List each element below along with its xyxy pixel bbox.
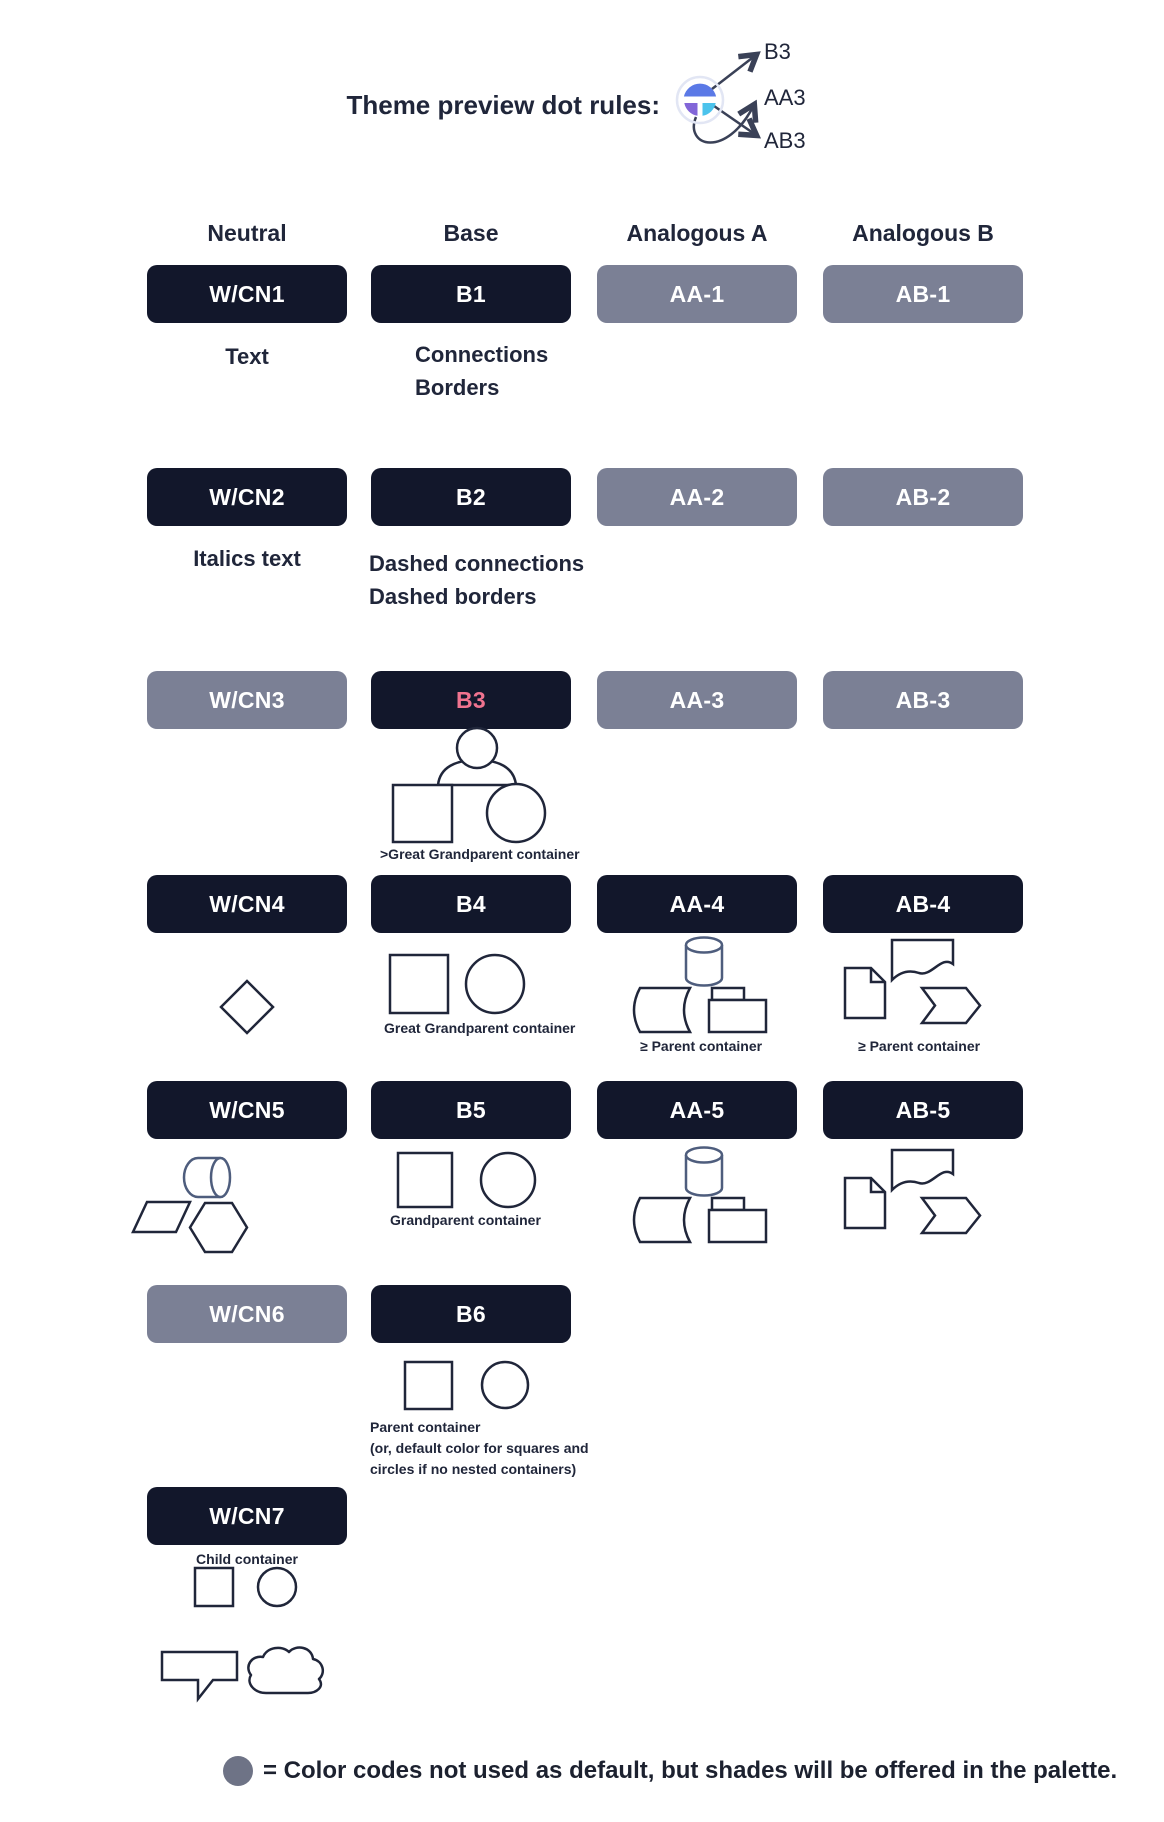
column-header-analogous-a: Analogous A <box>626 220 768 246</box>
square-shape <box>195 1568 233 1606</box>
chip-b3: B3 <box>371 671 571 729</box>
cloud-shape <box>248 1648 322 1693</box>
ab4-shape-cluster <box>838 930 998 1030</box>
b5-caption: Grandparent container <box>390 1212 541 1228</box>
chip-b5: B5 <box>371 1081 571 1139</box>
b6-shape-cluster <box>398 1357 538 1413</box>
chip-b6: B6 <box>371 1285 571 1343</box>
footer-note: = Color codes not used as default, but shades will be offered in the palette. <box>263 1757 1118 1784</box>
square-shape <box>393 785 452 842</box>
wcn7-shape-cluster <box>190 1564 310 1610</box>
chip-wcn2: W/CN2 <box>147 468 347 526</box>
chip-ab5: AB-5 <box>823 1081 1023 1139</box>
preview-dot-legend-graphic <box>650 20 870 170</box>
tabbed-frame-tab <box>712 988 744 1000</box>
pie-dot <box>677 77 723 123</box>
b4-caption: Great Grandparent container <box>384 1020 576 1036</box>
b3-caption: >Great Grandparent container <box>380 846 580 862</box>
document-shape <box>845 968 885 1018</box>
circle-shape <box>481 1153 535 1207</box>
tabbed-frame-shape <box>709 1000 766 1032</box>
horizontal-cylinder-end-icon <box>211 1158 230 1197</box>
person-head-icon <box>457 728 497 768</box>
neutral1-annotation: Text <box>225 344 269 369</box>
chip-ab4: AB-4 <box>823 875 1023 933</box>
chip-aa2: AA-2 <box>597 468 797 526</box>
b4-shape-cluster <box>385 948 545 1023</box>
base2-annotation-line1: Dashed connections <box>369 551 585 576</box>
hexagon-shape <box>190 1203 247 1252</box>
legend-label-b3: B3 <box>764 39 791 64</box>
chip-aa5: AA-5 <box>597 1081 797 1139</box>
chip-wcn3: W/CN3 <box>147 671 347 729</box>
pie-slice-analogous-b <box>703 103 716 116</box>
stored-data-shape <box>634 988 690 1032</box>
ab5-shape-cluster <box>838 1140 998 1240</box>
document-shape <box>845 1178 885 1228</box>
chip-aa3: AA-3 <box>597 671 797 729</box>
b5-shape-cluster <box>390 1148 550 1212</box>
chevron-shape <box>922 988 980 1023</box>
chevron-shape <box>922 1198 980 1233</box>
page-title: Theme preview dot rules: <box>346 90 660 120</box>
legend-label-aa3: AA3 <box>764 85 806 110</box>
chip-ab3: AB-3 <box>823 671 1023 729</box>
speech-bubble-shape <box>162 1652 237 1699</box>
arrow-to-b3 <box>712 55 756 89</box>
footer-dot <box>223 1756 253 1786</box>
circle-shape <box>482 1362 528 1408</box>
pie-slice-analogous-a <box>684 103 697 116</box>
chip-ab2: AB-2 <box>823 468 1023 526</box>
chip-b2: B2 <box>371 468 571 526</box>
wavy-document-shape <box>892 1150 953 1190</box>
chip-wcn5: W/CN5 <box>147 1081 347 1139</box>
tabbed-frame-shape <box>709 1210 766 1242</box>
b6-caption-line1: Parent container <box>370 1419 481 1435</box>
aa4-shape-cluster <box>625 930 785 1045</box>
aa5-shape-cluster <box>625 1140 785 1255</box>
cylinder-top-icon <box>686 1148 722 1163</box>
chip-aa1: AA-1 <box>597 265 797 323</box>
circle-shape <box>466 955 524 1013</box>
square-shape <box>405 1362 452 1409</box>
chip-aa4: AA-4 <box>597 875 797 933</box>
circle-shape <box>258 1568 296 1606</box>
chip-wcn6: W/CN6 <box>147 1285 347 1343</box>
chip-b1: B1 <box>371 265 571 323</box>
column-header-neutral: Neutral <box>207 220 287 246</box>
ab4-caption: ≥ Parent container <box>858 1038 981 1054</box>
chip-b4: B4 <box>371 875 571 933</box>
wcn4-shape-cluster <box>219 979 275 1035</box>
cylinder-top-icon <box>686 938 722 953</box>
wcn7-extra-shape-cluster <box>155 1636 345 1706</box>
wcn5-shape-cluster <box>125 1145 265 1255</box>
chip-ab1: AB-1 <box>823 265 1023 323</box>
circle-shape <box>487 784 545 842</box>
column-header-base: Base <box>443 220 499 246</box>
column-header-analogous-b: Analogous B <box>852 220 994 246</box>
pie-slice-base <box>684 84 716 97</box>
legend-label-ab3: AB3 <box>764 128 806 153</box>
wcn7-caption: Child container <box>196 1551 298 1567</box>
chip-wcn4: W/CN4 <box>147 875 347 933</box>
chip-wcn1: W/CN1 <box>147 265 347 323</box>
b6-caption-line3: circles if no nested containers) <box>370 1461 577 1477</box>
diamond-shape <box>221 981 273 1033</box>
chip-wcn7: W/CN7 <box>147 1487 347 1545</box>
square-shape <box>390 955 448 1013</box>
base1-annotation-line2: Borders <box>415 375 500 400</box>
b6-caption-line2: (or, default color for squares and <box>370 1440 589 1456</box>
wavy-document-shape <box>892 940 953 980</box>
neutral2-annotation: Italics text <box>193 546 301 571</box>
b3-shape-cluster <box>380 726 580 848</box>
square-shape <box>398 1153 452 1207</box>
base1-annotation-line1: Connections <box>415 342 549 367</box>
base2-annotation-line2: Dashed borders <box>369 584 537 609</box>
tabbed-frame-tab <box>712 1198 744 1210</box>
parallelogram-shape <box>133 1202 190 1232</box>
aa4-caption: ≥ Parent container <box>640 1038 763 1054</box>
stored-data-shape <box>634 1198 690 1242</box>
